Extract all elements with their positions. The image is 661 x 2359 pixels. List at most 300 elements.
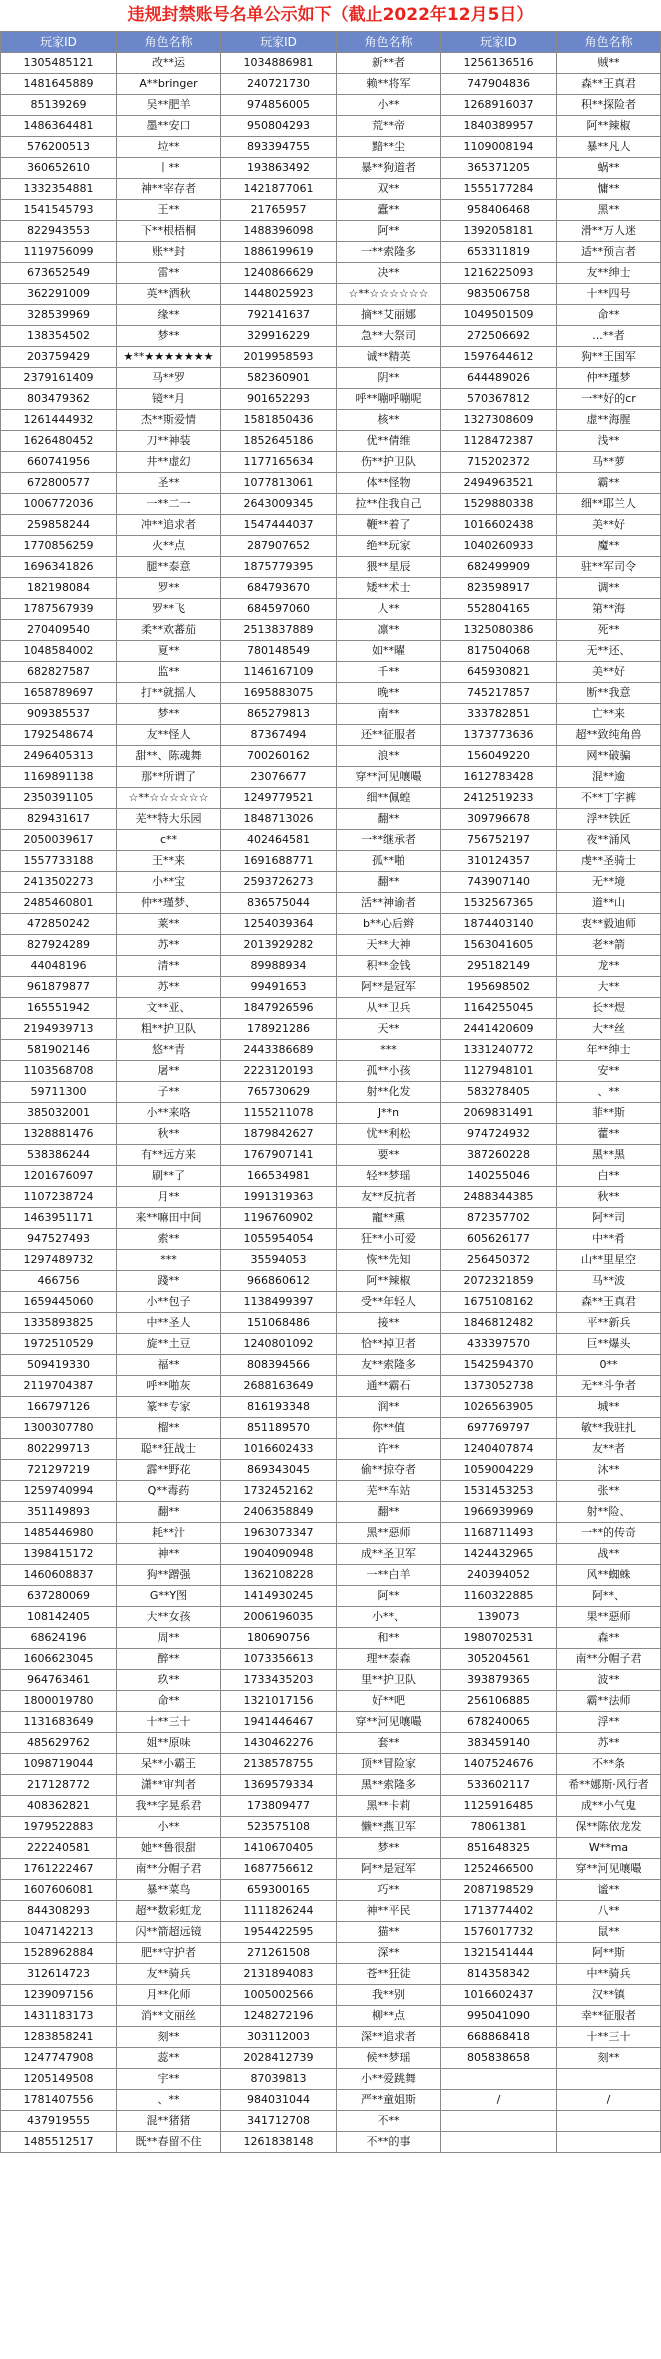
player-id-cell: 1430462276 [221, 1733, 337, 1754]
player-id-cell: 1328881476 [1, 1124, 117, 1145]
player-id-cell: 1529880338 [441, 494, 557, 515]
role-name-cell: 甜**、陈魂舞 [117, 746, 221, 767]
role-name-cell: 套** [337, 1733, 441, 1754]
role-name-cell: 圣** [117, 473, 221, 494]
role-name-cell: 射**险、 [557, 1502, 661, 1523]
role-name-cell: 火**点 [117, 536, 221, 557]
player-id-cell: 1555177284 [441, 179, 557, 200]
role-name-cell: 友**绅士 [557, 263, 661, 284]
role-name-cell: ☆**☆☆☆☆☆☆ [337, 284, 441, 305]
player-id-cell: 823598917 [441, 578, 557, 599]
player-id-cell: 108142405 [1, 1607, 117, 1628]
role-name-cell: 打**就摇人 [117, 683, 221, 704]
player-id-cell: 1327308609 [441, 410, 557, 431]
role-name-cell: 中**肴 [557, 1229, 661, 1250]
player-id-cell: 35594053 [221, 1250, 337, 1271]
role-name-cell: 暴**狗道者 [337, 158, 441, 179]
player-id-cell: 1240801092 [221, 1334, 337, 1355]
player-id-cell: 433397570 [441, 1334, 557, 1355]
player-id-cell: 576200513 [1, 137, 117, 158]
player-id-cell: 1879842627 [221, 1124, 337, 1145]
player-id-cell: 329916229 [221, 326, 337, 347]
player-id-cell: 1331240772 [441, 1040, 557, 1061]
role-name-cell: 小**、 [337, 1607, 441, 1628]
role-name-cell: b**心后辫 [337, 914, 441, 935]
role-name-cell: 南**分帽子君 [557, 1649, 661, 1670]
player-id-cell: 1205149508 [1, 2069, 117, 2090]
player-id-cell: 2485460801 [1, 893, 117, 914]
player-id-cell: 1049501509 [441, 305, 557, 326]
role-name-cell: 凛** [337, 620, 441, 641]
role-name-cell: 清** [117, 956, 221, 977]
player-id-cell: 303112003 [221, 2027, 337, 2048]
player-id-cell: 747904836 [441, 74, 557, 95]
player-id-cell: 961879877 [1, 977, 117, 998]
role-name-cell: 懒**燕卫军 [337, 1817, 441, 1838]
role-name-cell: 长**煜 [557, 998, 661, 1019]
table-row [1, 872, 661, 893]
table-row [1, 494, 661, 515]
table-row [1, 1754, 661, 1775]
role-name-cell: 马**波 [557, 1271, 661, 1292]
player-id-cell: 533602117 [441, 1775, 557, 1796]
role-name-cell: 冲**追求者 [117, 515, 221, 536]
player-id-cell: 816193348 [221, 1397, 337, 1418]
table-row [1, 1691, 661, 1712]
player-id-cell: 1431183173 [1, 2006, 117, 2027]
player-id-cell: 2379161409 [1, 368, 117, 389]
player-id-cell: 1542594370 [441, 1355, 557, 1376]
role-name-cell: 那**所谓了 [117, 767, 221, 788]
role-name-cell: 鞭**着了 [337, 515, 441, 536]
role-name-cell: 你**值 [337, 1418, 441, 1439]
table-row [1, 851, 661, 872]
table-row [1, 1250, 661, 1271]
table-row [1, 1313, 661, 1334]
role-name-cell: / [557, 2090, 661, 2111]
player-id-cell: 947527493 [1, 1229, 117, 1250]
player-id-cell: 1563041605 [441, 935, 557, 956]
table-row [1, 347, 661, 368]
player-id-cell: 2119704387 [1, 1376, 117, 1397]
player-id-cell: 893394755 [221, 137, 337, 158]
player-id-cell: 1713774402 [441, 1901, 557, 1922]
role-name-cell: 芜**特大乐园 [117, 809, 221, 830]
player-id-cell: 387260228 [441, 1145, 557, 1166]
player-id-cell: 1547444037 [221, 515, 337, 536]
player-id-cell: 851189570 [221, 1418, 337, 1439]
role-name-cell: 呼**嘣呼嘣呢 [337, 389, 441, 410]
role-name-cell: 友**者 [557, 1439, 661, 1460]
player-id-cell: 827924289 [1, 935, 117, 956]
role-name-cell: 驻**军司令 [557, 557, 661, 578]
player-id-cell: 1026563905 [441, 1397, 557, 1418]
player-id-cell: 1297489732 [1, 1250, 117, 1271]
table-row [1, 515, 661, 536]
table-row [1, 1271, 661, 1292]
player-id-cell: 1239097156 [1, 1985, 117, 2006]
table-row [1, 1019, 661, 1040]
player-id-cell: 2050039617 [1, 830, 117, 851]
header-player-id-3: 玩家ID [441, 32, 557, 53]
role-name-cell: 英**洒秋 [117, 284, 221, 305]
role-name-cell: 阿** [337, 221, 441, 242]
table-row [1, 284, 661, 305]
role-name-cell: 混**猪猪 [117, 2111, 221, 2132]
role-name-cell: 十**三十 [117, 1712, 221, 1733]
role-name-cell: 马**罗 [117, 368, 221, 389]
role-name-cell: 黑**索隆多 [337, 1775, 441, 1796]
role-name-cell: 穿**河见嚷嘬 [337, 1712, 441, 1733]
role-name-cell [557, 2069, 661, 2090]
role-name-cell: 忧**利松 [337, 1124, 441, 1145]
role-name-cell: 猥**星辰 [337, 557, 441, 578]
role-name-cell: 墨**安口 [117, 116, 221, 137]
player-id-cell: 2194939713 [1, 1019, 117, 1040]
role-name-cell: 呆**小霸王 [117, 1754, 221, 1775]
table-row [1, 1166, 661, 1187]
player-id-cell: 1695883075 [221, 683, 337, 704]
player-id-cell: 1941446467 [221, 1712, 337, 1733]
player-id-cell: 645930821 [441, 662, 557, 683]
player-id-cell: 1770856259 [1, 536, 117, 557]
role-name-cell: 严**童姐斯 [337, 2090, 441, 2111]
role-name-cell: 亡**来 [557, 704, 661, 725]
role-name-cell: W**ma [557, 1838, 661, 1859]
player-id-cell: 1414930245 [221, 1586, 337, 1607]
player-id-cell: 869343045 [221, 1460, 337, 1481]
role-name-cell: 穿**河见嚷嘬 [557, 1859, 661, 1880]
role-name-cell: 理**泰森 [337, 1649, 441, 1670]
table-row [1, 1943, 661, 1964]
player-id-cell: 1767907141 [221, 1145, 337, 1166]
table-row [1, 1586, 661, 1607]
player-id-cell: 1055954054 [221, 1229, 337, 1250]
role-name-cell: 贼** [557, 53, 661, 74]
role-name-cell: 积**金钱 [337, 956, 441, 977]
role-name-cell: 大**丝 [557, 1019, 661, 1040]
table-row [1, 1649, 661, 1670]
table-row [1, 200, 661, 221]
player-id-cell: 581902146 [1, 1040, 117, 1061]
role-name-cell: 成**小气鬼 [557, 1796, 661, 1817]
player-id-cell: / [441, 2090, 557, 2111]
player-id-cell: 583278405 [441, 1082, 557, 1103]
table-row [1, 1502, 661, 1523]
player-id-cell: 21765957 [221, 200, 337, 221]
player-id-cell: 385032001 [1, 1103, 117, 1124]
player-id-cell: 901652293 [221, 389, 337, 410]
player-id-cell: 1675108162 [441, 1292, 557, 1313]
role-name-cell: 阿**辣椒 [337, 1271, 441, 1292]
player-id-cell: 1787567939 [1, 599, 117, 620]
role-name-cell: 接** [337, 1313, 441, 1334]
role-name-cell: 阿**辣椒 [557, 116, 661, 137]
player-id-cell: 437919555 [1, 2111, 117, 2132]
player-id-cell: 822943553 [1, 221, 117, 242]
role-name-cell: 城** [557, 1397, 661, 1418]
player-id-cell: 1488396098 [221, 221, 337, 242]
player-id-cell: 1658789697 [1, 683, 117, 704]
role-name-cell: 核** [337, 410, 441, 431]
role-name-cell: 夏** [117, 641, 221, 662]
role-name-cell: 周** [117, 1628, 221, 1649]
player-id-cell: 1109008194 [441, 137, 557, 158]
player-id-cell: 2643009345 [221, 494, 337, 515]
role-name-cell: 波** [557, 1670, 661, 1691]
header-role-name-3: 角色名称 [557, 32, 661, 53]
player-id-cell: 2406358849 [221, 1502, 337, 1523]
player-id-cell: 1398415172 [1, 1544, 117, 1565]
role-name-cell: 梦** [117, 326, 221, 347]
player-id-cell: 964763461 [1, 1670, 117, 1691]
role-name-cell: 里**护卫队 [337, 1670, 441, 1691]
role-name-cell: 森**王真君 [557, 1292, 661, 1313]
table-row [1, 536, 661, 557]
role-name-cell: 小**来咯 [117, 1103, 221, 1124]
player-id-cell: 673652549 [1, 263, 117, 284]
role-name-cell: 悠**青 [117, 1040, 221, 1061]
player-id-cell: 1840389957 [441, 116, 557, 137]
role-name-cell: 混**逾 [557, 767, 661, 788]
role-name-cell: 既**春留不住 [117, 2132, 221, 2153]
role-name-cell: 蠹** [337, 200, 441, 221]
role-name-cell: 滑**万人迷 [557, 221, 661, 242]
player-id-cell: 272506692 [441, 326, 557, 347]
role-name-cell: 体**怪物 [337, 473, 441, 494]
player-id-cell: 1373052738 [441, 1376, 557, 1397]
player-id-cell: 1160322885 [441, 1586, 557, 1607]
role-name-cell: 拉**住我自己 [337, 494, 441, 515]
player-id-cell: 697769797 [441, 1418, 557, 1439]
player-id-cell: 2441420609 [441, 1019, 557, 1040]
role-name-cell: 下**根梧桐 [117, 221, 221, 242]
role-name-cell: 罗** [117, 578, 221, 599]
player-id-cell: 2019958593 [221, 347, 337, 368]
table-row [1, 935, 661, 956]
role-name-cell: 年**绅士 [557, 1040, 661, 1061]
role-name-cell: 监** [117, 662, 221, 683]
table-row [1, 2090, 661, 2111]
player-id-cell: 2488344385 [441, 1187, 557, 1208]
table-row [1, 557, 661, 578]
player-id-cell: 995041090 [441, 2006, 557, 2027]
header-player-id-2: 玩家ID [221, 32, 337, 53]
role-name-cell: 命** [557, 305, 661, 326]
role-name-cell: 还**征服者 [337, 725, 441, 746]
player-id-cell: 1852645186 [221, 431, 337, 452]
player-id-cell: 2593726273 [221, 872, 337, 893]
table-row [1, 1481, 661, 1502]
player-id-cell: 1980702531 [441, 1628, 557, 1649]
role-name-cell: 秋** [557, 1187, 661, 1208]
table-row [1, 431, 661, 452]
player-id-cell: 1128472387 [441, 431, 557, 452]
role-name-cell: 虚**海腥 [557, 410, 661, 431]
player-id-cell: 173809477 [221, 1796, 337, 1817]
role-name-cell: 摘**艾丽娜 [337, 305, 441, 326]
role-name-cell: 翻** [337, 1502, 441, 1523]
table-row [1, 1712, 661, 1733]
role-name-cell [557, 2111, 661, 2132]
role-name-cell: 翻** [337, 809, 441, 830]
player-id-cell: 1252466500 [441, 1859, 557, 1880]
player-id-cell: 1107238724 [1, 1187, 117, 1208]
role-name-cell: 翻** [117, 1502, 221, 1523]
player-id-cell: 1362108228 [221, 1565, 337, 1586]
role-name-cell: 中**骑兵 [557, 1964, 661, 1985]
player-id-cell: 668868418 [441, 2027, 557, 2048]
role-name-cell: 苏** [117, 977, 221, 998]
player-id-cell: 2513837889 [221, 620, 337, 641]
role-name-cell: 决** [337, 263, 441, 284]
role-name-cell: 篆**专家 [117, 1397, 221, 1418]
player-id-cell: 1696341826 [1, 557, 117, 578]
player-id-cell: 570367812 [441, 389, 557, 410]
role-name-cell: 芜**车站 [337, 1481, 441, 1502]
role-name-cell: 屠** [117, 1061, 221, 1082]
role-name-cell: 十**四号 [557, 284, 661, 305]
table-row [1, 725, 661, 746]
player-id-cell: 1059004229 [441, 1460, 557, 1481]
player-id-cell: 829431617 [1, 809, 117, 830]
table-row [1, 1229, 661, 1250]
player-id-cell: 259858244 [1, 515, 117, 536]
table-row [1, 1775, 661, 1796]
player-id-cell: 360652610 [1, 158, 117, 179]
role-name-cell: 暴**菜鸟 [117, 1880, 221, 1901]
role-name-cell: 穿**河见嚷嘬 [337, 767, 441, 788]
table-row [1, 1145, 661, 1166]
player-id-cell: 803479362 [1, 389, 117, 410]
player-id-cell: 1659445060 [1, 1292, 117, 1313]
role-name-cell: 阴** [337, 368, 441, 389]
table-row [1, 1544, 661, 1565]
role-name-cell: 踐** [117, 1271, 221, 1292]
player-id-cell: 383459140 [441, 1733, 557, 1754]
role-name-cell: 黑** [557, 200, 661, 221]
player-id-cell: 1966939969 [441, 1502, 557, 1523]
player-id-cell: 1127948101 [441, 1061, 557, 1082]
player-id-cell: 2413502273 [1, 872, 117, 893]
player-id-cell: 637280069 [1, 1586, 117, 1607]
role-name-cell: 顶**冒险家 [337, 1754, 441, 1775]
player-id-cell: 1463951171 [1, 1208, 117, 1229]
table-row [1, 998, 661, 1019]
player-id-cell: 166534981 [221, 1166, 337, 1187]
role-name-cell: 孤**小孩 [337, 1061, 441, 1082]
role-name-cell: 友**反抗者 [337, 1187, 441, 1208]
player-id-cell: 1424432965 [441, 1544, 557, 1565]
role-name-cell: 阿**、 [557, 1586, 661, 1607]
player-id-cell: 138354502 [1, 326, 117, 347]
role-name-cell: 浪** [337, 746, 441, 767]
player-id-cell: 743907140 [441, 872, 557, 893]
player-id-cell: 1848713026 [221, 809, 337, 830]
role-name-cell: 消**文丽丝 [117, 2006, 221, 2027]
role-name-cell: 刷**了 [117, 1166, 221, 1187]
player-id-cell: 2006196035 [221, 1607, 337, 1628]
role-name-cell: 柳**点 [337, 2006, 441, 2027]
player-id-cell: 472850242 [1, 914, 117, 935]
player-id-cell: 1283858241 [1, 2027, 117, 2048]
page-title: 违规封禁账号名单公示如下（截止2022年12月5日） [127, 5, 534, 25]
role-name-cell: 龙** [557, 956, 661, 977]
table-row [1, 1628, 661, 1649]
player-id-cell: 1847926596 [221, 998, 337, 1019]
player-id-cell: 1597644612 [441, 347, 557, 368]
role-name-cell: 许** [337, 1439, 441, 1460]
role-name-cell: 轻**梦瑶 [337, 1166, 441, 1187]
player-id-cell: 1846812482 [441, 1313, 557, 1334]
player-id-cell: 1177165634 [221, 452, 337, 473]
role-name-cell: 仲**瑾梦、 [117, 893, 221, 914]
player-id-cell: 715202372 [441, 452, 557, 473]
role-name-cell: 美**好 [557, 662, 661, 683]
player-id-cell: 1612783428 [441, 767, 557, 788]
table-row [1, 452, 661, 473]
table-row [1, 1334, 661, 1355]
role-name-cell: *** [117, 1250, 221, 1271]
role-name-cell: 伤**护卫队 [337, 452, 441, 473]
player-id-cell: 983506758 [441, 284, 557, 305]
role-name-cell: 风**蜘蛛 [557, 1565, 661, 1586]
role-name-cell: 候**梦瑶 [337, 2048, 441, 2069]
role-name-cell: 慵** [557, 179, 661, 200]
player-id-cell: 195698502 [441, 977, 557, 998]
player-id-cell: 1321541444 [441, 1943, 557, 1964]
role-name-cell: 黑**黑 [557, 1145, 661, 1166]
player-id-cell: 240394052 [441, 1565, 557, 1586]
role-name-cell: 呼**啪灰 [117, 1376, 221, 1397]
player-id-cell: 1486364481 [1, 116, 117, 137]
role-name-cell: 老**箭 [557, 935, 661, 956]
table-row [1, 158, 661, 179]
role-name-cell: 刻** [117, 2027, 221, 2048]
player-id-cell: 2069831491 [441, 1103, 557, 1124]
table-row [1, 2048, 661, 2069]
role-name-cell: 沐** [557, 1460, 661, 1481]
player-id-cell: 1131683649 [1, 1712, 117, 1733]
table-row [1, 1355, 661, 1376]
header-role-name-1: 角色名称 [117, 32, 221, 53]
player-id-cell: 1581850436 [221, 410, 337, 431]
player-id-cell: 1332354881 [1, 179, 117, 200]
table-row [1, 1964, 661, 1985]
role-name-cell: 安** [557, 1061, 661, 1082]
player-id-cell: 1248272196 [221, 2006, 337, 2027]
player-id-cell: 68624196 [1, 1628, 117, 1649]
player-id-cell: 1732452162 [221, 1481, 337, 1502]
player-id-cell: 2496405313 [1, 746, 117, 767]
role-name-cell: 八** [557, 1901, 661, 1922]
player-id-cell: 287907652 [221, 536, 337, 557]
role-name-cell: 敏**我驻扎 [557, 1418, 661, 1439]
player-id-cell: 1532567365 [441, 893, 557, 914]
table-row [1, 1103, 661, 1124]
role-name-cell: 调** [557, 578, 661, 599]
player-id-cell: 1979522883 [1, 1817, 117, 1838]
player-id-cell: 1626480452 [1, 431, 117, 452]
role-name-cell: 有**远方来 [117, 1145, 221, 1166]
role-name-cell: 优**倩维 [337, 431, 441, 452]
role-name-cell: 柔**欢蕃茄 [117, 620, 221, 641]
player-id-cell [441, 2132, 557, 2153]
role-name-cell: 镜**月 [117, 389, 221, 410]
player-id-cell: 1034886981 [221, 53, 337, 74]
player-id-cell: 1972510529 [1, 1334, 117, 1355]
role-name-cell: 不** [337, 2111, 441, 2132]
